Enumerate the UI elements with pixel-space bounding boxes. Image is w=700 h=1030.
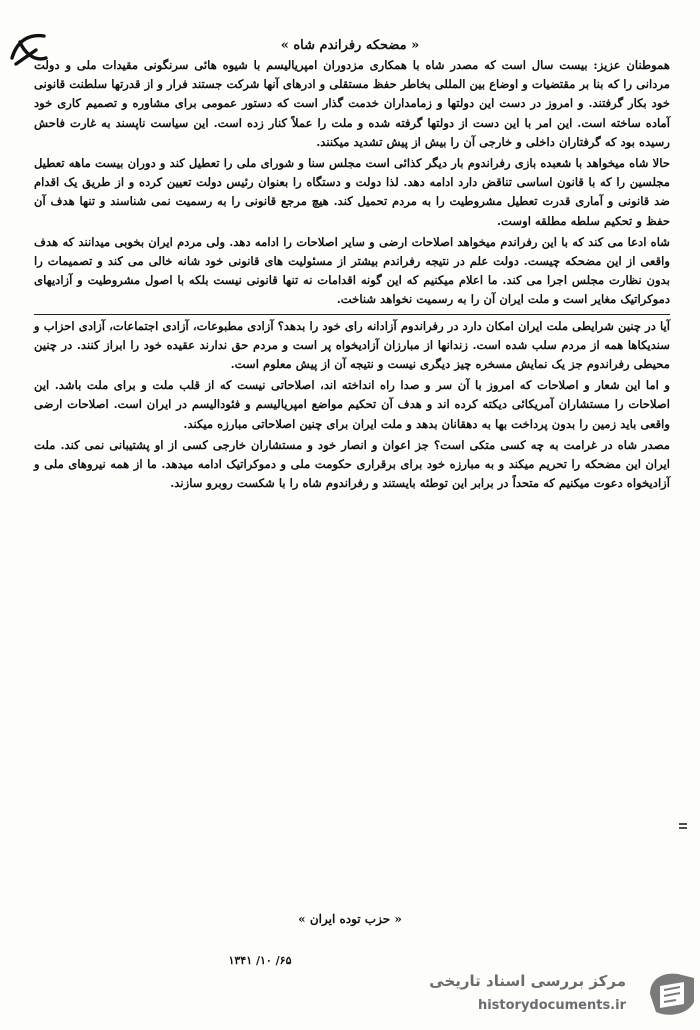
watermark-name: مرکز بررسی اسناد تاریخی (429, 972, 626, 990)
paragraph: حالا شاه میخواهد با شعبده بازی رفراندوم بار دیگر کذائی است مجلس سنا و شورای ملی را تعطیل کند و دوران بیست ماهه تعطیل مجلسین را که با قانون اساسی تناقض دارد ادامه دهد. لذا دولت و دستگاه را بعنوان رئیس دولت تعیین کرده و از طریق یک اقدام ضد قانونی و آماری قدرت تعطیل مشروطیت را به مردم تحمیل کند. هیچ مرجع قانونی را به رسمیت نمی شناسند و تنها هدف آن حفظ و تحکیم سلطه مطلقه اوست. (34, 156, 670, 228)
signature: « حزب توده ایران » (298, 912, 402, 926)
watermark-url: historydocuments.ir (477, 998, 626, 1013)
archive-watermark (396, 968, 626, 1024)
paragraph: شاه ادعا می کند که با این رفراندم میخواهد اصلاحات ارضی و سایر اصلاحات را ادامه دهد. ولی مردم ایران بخوبی میدانند که هدف واقعی از این مضحکه چیست. دولت علم در نتیجه رفراندم بیشتر از مسئولیت های قانونی خود شانه خالی می کند و تصمیمات را بدون نظارت مجلس اجرا می کند. ما اعلام میکنیم که این گونه اقدامات نه تنها قانونی نیست بلکه با اصول مشروطیت و آزادیهای دموکراتیک مغایر است و ملت ایران آن را به رسمیت نخواهد شناخت. (34, 234, 670, 307)
paragraph: هموطنان عزیز: بیست سال است که مصدر شاه با همکاری مزدوران امپریالیسم با شیوه هائی سرنگونی مقیدات ملی و دولت مردانی را که بنا بر مقتضیات و اوضاع بین المللی بخاطر حفظ مستقلی و ادرهای آنها شرکت جستند فرار و از قدرتها سلطنت قانونی خود بکار گرفتند. و امروز در دست این دولتها و زمامداران خدمت گذار است که دستور عمومی برای مشاوره و تصمیم کاری خود آماده ساخته است. این امر با این دست از دولتها گرفته شده و ملت را عملاً کنار زده است. این سیاست ناپسند به غارت فاحش رسیده بود که گرفتاران داخلی و خارجی آن را بیش از پیش تشدید میکنند. (34, 58, 670, 149)
document-title: « مضحکه رفراندم شاه » (280, 38, 420, 53)
paragraph: مصدر شاه در غرامت به چه کسی متکی است؟ جز اعوان و انصار خود و مستشاران خارجی کسی از او پشتیبانی نمی کند. ملت ایران این مضحکه را تحریم میکند و به مبارزه خود برای برقراری حکومت ملی و دموکراتیک ادامه میدهد. ما از همه نیروهای ملی و آزادیخواه دعوت میکنیم که متحداً در برابر این توطئه بایستند و رفراندوم شاه را با شکست روبرو سازند. (34, 437, 670, 491)
document-body (34, 56, 670, 493)
paragraph: و اما این شعار و اصلاحات که امروز با آن سر و صدا راه انداخته اند، اصلاحاتی نیست که از قلب ملت و برای ملت باشد. این اصلاحات را مستشاران آمریکائی دیکته کرده اند و هدف آن تحکیم مواضع امپریالیسم و فئودالیسم در ایران است. اصلاحات ارضی واقعی باید زمین را بدون پرداخت بها به دهقانان بدهد و ملت ایران برای چنین اصلاحاتی مبارزه میکند. (34, 378, 670, 431)
archive-shield-logo-icon (644, 968, 700, 1020)
paragraph: آیا در چنین شرایطی ملت ایران امکان دارد در رفراندوم آزادانه رای خود را بدهد؟ آزادی مطبوعات، آزادی اجتماعات، آزادی احزاب و سندیکاها همه از مردم سلب شده است. زندانها از مبارزان آزادیخواه پر است و مردم حق ندارند عقیده خود را ابراز کنند. در چنین محیطی رفراندوم جز یک نمایش مسخره چیز دیگری نیست و نتیجه آن از پیش معلوم است. (34, 314, 670, 375)
document-date: ۶۵/ ۱۰/ ۱۳۴۱ (228, 954, 292, 967)
margin-mark-icon (678, 822, 688, 830)
